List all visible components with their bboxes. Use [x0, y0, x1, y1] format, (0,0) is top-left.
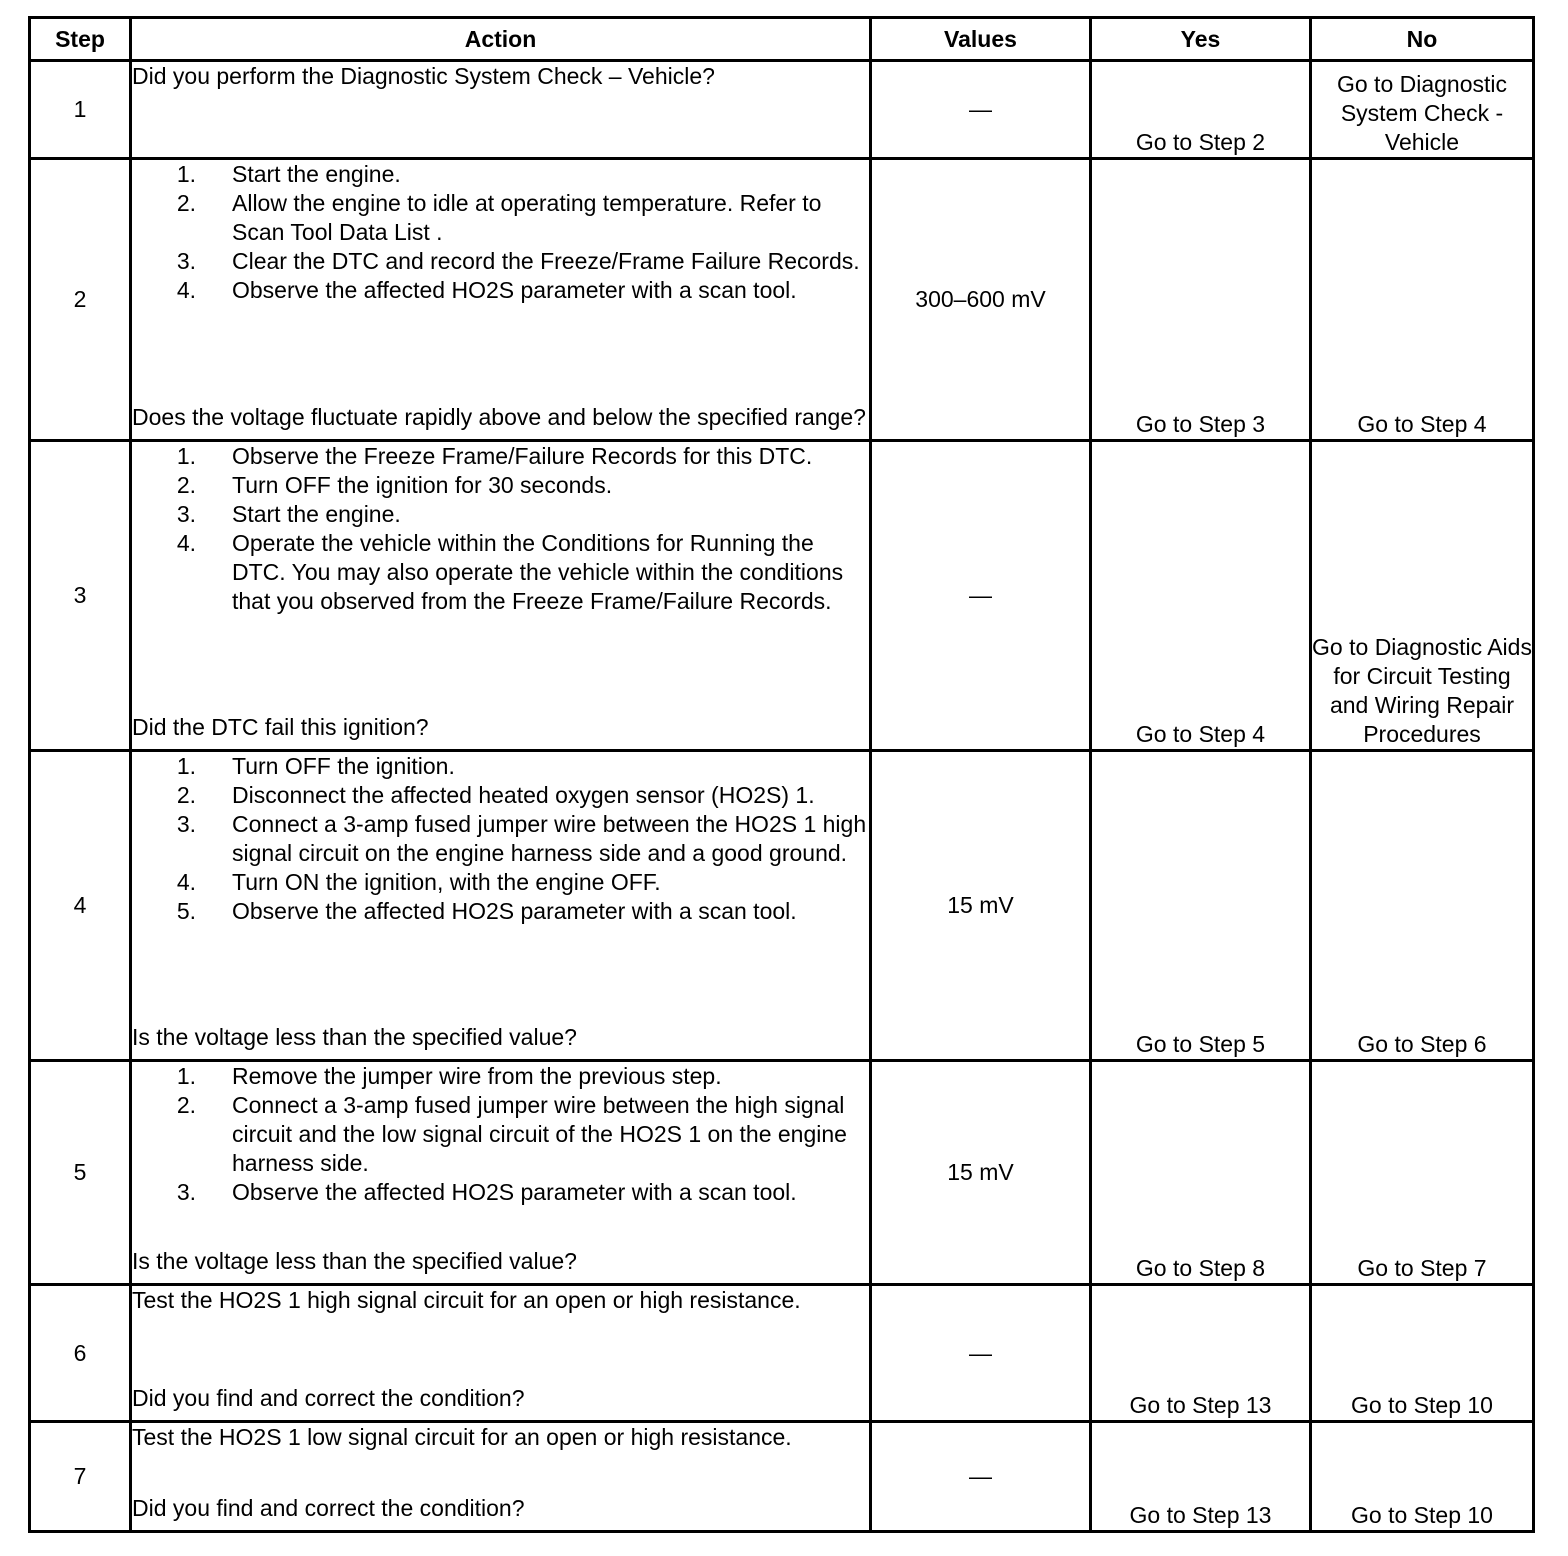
table-row: [30, 1422, 1534, 1532]
procedure-item: [132, 868, 869, 897]
procedure-item-text: Connect a 3-amp fused jumper wire between the high signal circuit and the low signal circuit of the HO2S 1 on the engine harness side.: [232, 1092, 847, 1176]
step-number: 2: [30, 159, 131, 441]
procedure-item: [132, 781, 869, 810]
step-number: 3: [30, 441, 131, 751]
procedure-item-number: 1.: [176, 753, 196, 779]
procedure-item-number: 4.: [176, 869, 196, 895]
procedure-item: [132, 160, 869, 189]
procedure-item-text: Start the engine.: [232, 161, 401, 187]
action-question: Did the DTC fail this ignition?: [132, 714, 429, 740]
no-cell: Go to Diagnostic System Check - Vehicle: [1311, 61, 1534, 159]
procedure-item-text: Turn OFF the ignition for 30 seconds.: [232, 472, 613, 498]
procedure-item: [132, 752, 869, 781]
action-question: Did you find and correct the condition?: [132, 1385, 525, 1411]
no-cell: Go to Step 6: [1311, 751, 1534, 1061]
action-text: Test the HO2S 1 high signal circuit for an open or high resistance.: [132, 1287, 801, 1313]
value-cell: 15 mV: [871, 751, 1091, 1061]
step-number: 6: [30, 1285, 131, 1422]
procedure-item-number: 3.: [176, 1179, 196, 1205]
yes-cell: Go to Step 8: [1091, 1061, 1311, 1285]
procedure-item-text: Clear the DTC and record the Freeze/Frame Failure Records.: [232, 248, 860, 274]
procedure-item-number: 1.: [176, 161, 196, 187]
procedure-item: [132, 247, 869, 276]
procedure-item-number: 1.: [176, 1063, 196, 1089]
table-row: [30, 61, 1534, 159]
table-row: [30, 1061, 1534, 1285]
action-cell: [131, 1285, 871, 1422]
header-action: Action: [131, 18, 871, 61]
value-cell: —: [871, 441, 1091, 751]
procedure-item-text: Turn OFF the ignition.: [232, 753, 455, 779]
procedure-list: [132, 752, 869, 926]
procedure-item: [132, 471, 869, 500]
no-cell: Go to Step 4: [1311, 159, 1534, 441]
no-cell: Go to Step 7: [1311, 1061, 1534, 1285]
procedure-item-number: 2.: [176, 472, 196, 498]
procedure-item-number: 5.: [176, 898, 196, 924]
table-row: [30, 751, 1534, 1061]
action-text: Test the HO2S 1 low signal circuit for an open or high resistance.: [132, 1424, 792, 1450]
header-yes: Yes: [1091, 18, 1311, 61]
step-number: 7: [30, 1422, 131, 1532]
table-row: [30, 441, 1534, 751]
procedure-item-number: 3.: [176, 248, 196, 274]
procedure-item: [132, 897, 869, 926]
action-cell: [131, 61, 871, 159]
procedure-item: [132, 1091, 869, 1178]
no-cell: Go to Diagnostic Aids for Circuit Testing and Wiring Repair Procedures: [1311, 441, 1534, 751]
procedure-list: [132, 160, 869, 305]
action-cell: [131, 441, 871, 751]
procedure-item-number: 3.: [176, 811, 196, 837]
procedure-item-number: 2.: [176, 190, 196, 216]
value-cell: 15 mV: [871, 1061, 1091, 1285]
action-question: Is the voltage less than the specified value?: [132, 1024, 577, 1050]
procedure-item-text: Turn ON the ignition, with the engine OFF.: [232, 869, 661, 895]
action-cell: [131, 751, 871, 1061]
procedure-item: [132, 442, 869, 471]
no-cell: Go to Step 10: [1311, 1285, 1534, 1422]
procedure-item-number: 2.: [176, 782, 196, 808]
header-row: [30, 18, 1534, 61]
procedure-item-number: 2.: [176, 1092, 196, 1118]
header-no: No: [1311, 18, 1534, 61]
value-cell: 300–600 mV: [871, 159, 1091, 441]
yes-cell: Go to Step 2: [1091, 61, 1311, 159]
table-row: [30, 1285, 1534, 1422]
value-cell: —: [871, 1422, 1091, 1532]
procedure-item: [132, 500, 869, 529]
procedure-item: [132, 529, 869, 616]
action-text: Did you perform the Diagnostic System Check – Vehicle?: [132, 63, 715, 89]
procedure-item-text: Observe the affected HO2S parameter with a scan tool.: [232, 1179, 797, 1205]
no-cell: Go to Step 10: [1311, 1422, 1534, 1532]
procedure-item-text: Disconnect the affected heated oxygen sensor (HO2S) 1.: [232, 782, 815, 808]
procedure-item-text: Start the engine.: [232, 501, 401, 527]
procedure-item-text: Observe the affected HO2S parameter with a scan tool.: [232, 277, 797, 303]
procedure-list: [132, 1062, 869, 1207]
procedure-item: [132, 1062, 869, 1091]
yes-cell: Go to Step 13: [1091, 1285, 1311, 1422]
step-number: 1: [30, 61, 131, 159]
procedure-item: [132, 810, 869, 868]
action-cell: [131, 1061, 871, 1285]
diagnostic-table: [28, 16, 1535, 1533]
yes-cell: Go to Step 5: [1091, 751, 1311, 1061]
procedure-list: [132, 442, 869, 616]
procedure-item-text: Observe the Freeze Frame/Failure Records for this DTC.: [232, 443, 813, 469]
procedure-item: [132, 189, 869, 247]
procedure-item-number: 4.: [176, 530, 196, 556]
yes-cell: Go to Step 4: [1091, 441, 1311, 751]
table-row: [30, 159, 1534, 441]
yes-cell: Go to Step 13: [1091, 1422, 1311, 1532]
action-question: Did you find and correct the condition?: [132, 1495, 525, 1521]
header-values: Values: [871, 18, 1091, 61]
action-question: Is the voltage less than the specified value?: [132, 1248, 577, 1274]
procedure-item: [132, 276, 869, 305]
yes-cell: Go to Step 3: [1091, 159, 1311, 441]
header-step: Step: [30, 18, 131, 61]
action-cell: [131, 159, 871, 441]
procedure-item-number: 4.: [176, 277, 196, 303]
procedure-item-text: Allow the engine to idle at operating temperature. Refer to Scan Tool Data List .: [232, 190, 822, 245]
action-question: Does the voltage fluctuate rapidly above and below the specified range?: [132, 404, 866, 430]
step-number: 5: [30, 1061, 131, 1285]
procedure-item: [132, 1178, 869, 1207]
value-cell: —: [871, 1285, 1091, 1422]
procedure-item-text: Observe the affected HO2S parameter with a scan tool.: [232, 898, 797, 924]
procedure-item-text: Connect a 3-amp fused jumper wire between the HO2S 1 high signal circuit on the engine harness side and a good ground.: [232, 811, 867, 866]
procedure-item-text: Operate the vehicle within the Conditions for Running the DTC. You may also operate the vehicle within the conditions that you observed from the Freeze Frame/Failure Records.: [232, 530, 844, 614]
step-number: 4: [30, 751, 131, 1061]
procedure-item-text: Remove the jumper wire from the previous step.: [232, 1063, 722, 1089]
procedure-item-number: 1.: [176, 443, 196, 469]
value-cell: —: [871, 61, 1091, 159]
action-cell: [131, 1422, 871, 1532]
procedure-item-number: 3.: [176, 501, 196, 527]
